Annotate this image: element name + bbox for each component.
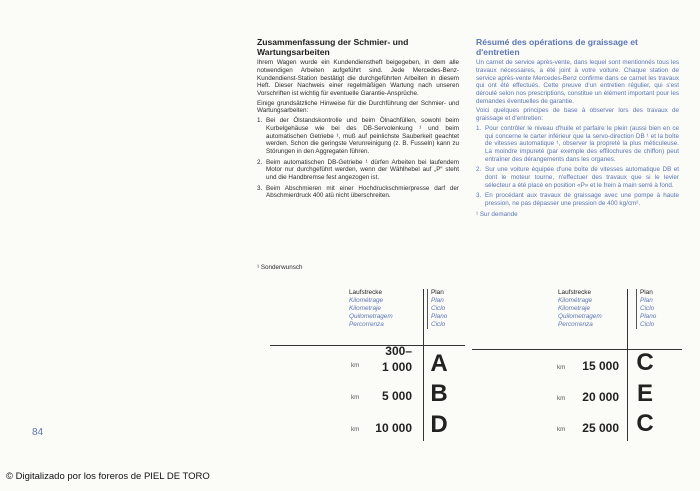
legend-header-distance: Laufstrecke (349, 289, 383, 296)
distance-value: 20 000 (582, 390, 619, 404)
plan-letter: B (430, 380, 448, 407)
plan-letter: C (636, 410, 654, 437)
distance-value: 10 000 (375, 421, 412, 435)
distance-value-top: 300– (385, 344, 412, 358)
legend-header-plan: Plan (427, 289, 465, 297)
legend-left: Laufstrecke Plan Kilométrage Plan Kilometraje Ciclo Quilometragem Plano Percorrenza Ciclo (349, 289, 465, 329)
german-intro: Ihrem Wagen wurde ein Kundendienstheft beigegeben, in dem alle notwendigen Arbeiten aufgeführt sind. Jede Mercedes-Benz-Kundendienst-Station bestätigt die durchgeführten Arbeiten in diesem Heft. Dieser Nachweis einer regelmäßigen Wartung nach unseren Vorschriften ist wichtig für eventuelle Garantie-Ansprüche. (257, 59, 459, 97)
legend-right: Laufstrecke Plan Kilométrage Plan Kilometraje Ciclo Quilometragem Plano Percorrenza Ciclo (558, 289, 674, 329)
unit-label: km (351, 426, 360, 433)
distance-value: 25 000 (582, 421, 619, 435)
german-hints-intro: Einige grundsätzliche Hinweise für die Durchführung der Schmier- und Wartungsarbeiten: (257, 99, 459, 115)
german-column (257, 38, 459, 203)
french-hints-intro: Voici quelques principes de base à observer lors des travaux de graissage et d'entretien: (476, 107, 679, 123)
table-divider (423, 289, 424, 441)
unit-label: km (557, 395, 566, 402)
french-item: 3. En procédant aux travaux de graissage avec une pompe à haute pression, ne pas dépasser une pression de 400 kg/cm². (476, 192, 679, 208)
table-rule (270, 345, 465, 346)
distance-value: 5 000 (381, 389, 412, 403)
german-footnote: ¹ Sonderwunsch (257, 264, 303, 271)
table-divider (627, 289, 628, 441)
unit-label: km (557, 426, 566, 433)
distance-value: 15 000 (582, 359, 619, 373)
distance-value: 1 000 (381, 360, 412, 374)
legend-header-distance: Laufstrecke (558, 289, 592, 296)
french-intro: Un carnet de service après-vente, dans lequel sont mentionnés tous les travaux nécessaires, a été joint à votre voiture. Chaque station de service après-vente Mercedes-Benz confirme dans ce carnet les travaux qui ont été effectués. Cette preuve d'un entretien régulier, qui s'est déroulé selon nos prescriptions, constitue un élément important pour les demandes éventuelles de garantie. (476, 59, 679, 105)
french-title: Résumé des opérations de graissage et d'entretien (476, 37, 638, 57)
plan-letter: C (636, 349, 654, 376)
plan-letter: D (430, 411, 448, 438)
french-item: 1. Pour contrôler le niveau d'huile et parfaire le plein (aussi bien en ce qui concerne le carter inférieur que la servo-direction DB ¹ et la boîte de vitesses automatique ¹, observer la propreté la plus méticuleuse. La moindre impureté (par exemple des effilochures de chiffon) peut entraîner des dérangements dans les organes. (476, 124, 679, 163)
german-title: Zusammenfassung der Schmier- und Wartungsarbeiten (257, 37, 409, 57)
french-column (476, 38, 679, 219)
plan-letter: E (636, 380, 653, 407)
page-number: 84 (32, 427, 44, 438)
unit-label: km (351, 394, 360, 401)
plan-letter: A (430, 350, 448, 377)
unit-label: km (351, 362, 360, 369)
german-item: 1. Bei der Ölstandskontrolle und beim Ölnachfüllen, sowohl beim Kurbelgehäuse wie bei des DB-Servolenkung ¹ und beim automatischen Getriebe ¹, muß auf peinlichste Sauberkeit geachtet werden. Schon die geringste Verunreinigung (z. B. Fusseln) kann zu Störungen in den Aggregaten führen. (257, 117, 459, 155)
unit-label: km (557, 364, 566, 371)
french-footnote: ¹ Sur demande (476, 210, 518, 218)
german-item: 3. Beim Abschmieren mit einer Hochdruckschmierpresse darf der Abschmierdruck 400 atü nicht überschreiten. (257, 184, 459, 200)
scan-credit: © Digitalizado por los foreros de PIEL DE TORO (6, 471, 210, 482)
german-item: 2. Beim automatischen DB-Getriebe ¹ dürfen Arbeiten bei laufendem Motor nur durchgeführt werden, wenn der Wählhebel auf „P“ steht und die Handbremse fest angezogen ist. (257, 158, 459, 182)
legend-header-plan: Plan (636, 289, 674, 297)
french-item: 2. Sur une voiture équipée d'une boîte de vitesses automatique DB et dont le moteur tourne, n'effectuer des travaux que si le levier sélecteur a été placé en position «P» et le frein à main serré à fond. (476, 166, 679, 189)
